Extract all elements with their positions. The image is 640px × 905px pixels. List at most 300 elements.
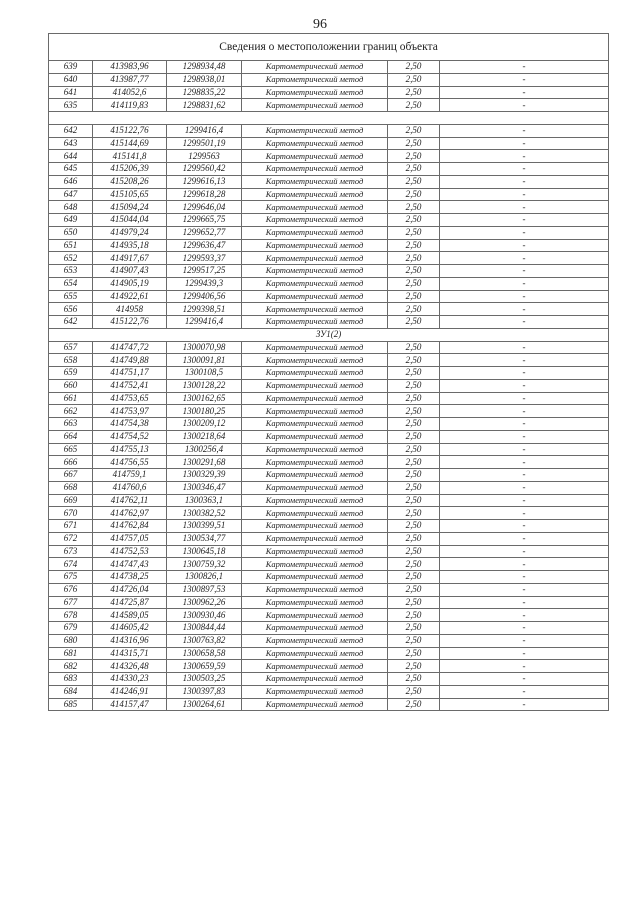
description-cell: - <box>440 354 609 367</box>
description-cell: - <box>440 634 609 647</box>
coord-y-cell: 1299636,47 <box>167 239 242 252</box>
point-number-cell: 646 <box>49 175 93 188</box>
coord-y-cell: 1300659,59 <box>167 660 242 673</box>
table-row <box>49 481 609 494</box>
coord-x-cell: 414755,13 <box>93 443 167 456</box>
accuracy-cell: 2,50 <box>388 673 440 686</box>
coord-x-cell: 413987,77 <box>93 73 167 86</box>
point-number-cell: 667 <box>49 469 93 482</box>
coord-x-cell: 414726,04 <box>93 583 167 596</box>
coord-y-cell: 1300844,44 <box>167 622 242 635</box>
description-cell: - <box>440 239 609 252</box>
boundary-coordinates-table <box>48 33 609 711</box>
method-cell: Картометрический метод <box>242 61 388 74</box>
coord-y-cell: 1300658,58 <box>167 647 242 660</box>
accuracy-cell: 2,50 <box>388 354 440 367</box>
coord-y-cell: 1299616,13 <box>167 175 242 188</box>
point-number-cell: 635 <box>49 99 93 112</box>
accuracy-cell: 2,50 <box>388 124 440 137</box>
coord-y-cell: 1299416,4 <box>167 316 242 329</box>
coord-x-cell: 414754,52 <box>93 430 167 443</box>
coord-x-cell: 414315,71 <box>93 647 167 660</box>
accuracy-cell: 2,50 <box>388 265 440 278</box>
coord-x-cell: 414753,65 <box>93 392 167 405</box>
point-number-cell: 662 <box>49 405 93 418</box>
table-row <box>49 188 609 201</box>
point-number-cell: 685 <box>49 698 93 711</box>
description-cell: - <box>440 596 609 609</box>
separator-cell <box>49 112 609 125</box>
coord-y-cell: 1300209,12 <box>167 418 242 431</box>
coord-x-cell: 414759,1 <box>93 469 167 482</box>
coord-y-cell: 1299406,56 <box>167 290 242 303</box>
coord-y-cell: 1298835,22 <box>167 86 242 99</box>
method-cell: Картометрический метод <box>242 341 388 354</box>
method-cell: Картометрический метод <box>242 583 388 596</box>
coord-y-cell: 1300363,1 <box>167 494 242 507</box>
coord-y-cell: 1299563 <box>167 150 242 163</box>
description-cell: - <box>440 214 609 227</box>
method-cell: Картометрический метод <box>242 456 388 469</box>
accuracy-cell: 2,50 <box>388 188 440 201</box>
method-cell: Картометрический метод <box>242 73 388 86</box>
method-cell: Картометрический метод <box>242 685 388 698</box>
method-cell: Картометрический метод <box>242 545 388 558</box>
point-number-cell: 671 <box>49 520 93 533</box>
description-cell: - <box>440 226 609 239</box>
coord-y-cell: 1300108,5 <box>167 367 242 380</box>
coord-x-cell: 414979,24 <box>93 226 167 239</box>
separator-row <box>49 112 609 125</box>
method-cell: Картометрический метод <box>242 290 388 303</box>
point-number-cell: 668 <box>49 481 93 494</box>
point-number-cell: 669 <box>49 494 93 507</box>
point-number-cell: 643 <box>49 137 93 150</box>
coord-x-cell: 415044,04 <box>93 214 167 227</box>
table-row <box>49 86 609 99</box>
method-cell: Картометрический метод <box>242 214 388 227</box>
method-cell: Картометрический метод <box>242 303 388 316</box>
table-row <box>49 137 609 150</box>
coord-y-cell: 1299652,77 <box>167 226 242 239</box>
method-cell: Картометрический метод <box>242 405 388 418</box>
accuracy-cell: 2,50 <box>388 201 440 214</box>
coord-x-cell: 414752,41 <box>93 379 167 392</box>
method-cell: Картометрический метод <box>242 239 388 252</box>
accuracy-cell: 2,50 <box>388 341 440 354</box>
table-row <box>49 558 609 571</box>
table-row <box>49 277 609 290</box>
description-cell: - <box>440 698 609 711</box>
table-row <box>49 673 609 686</box>
coord-x-cell: 415141,8 <box>93 150 167 163</box>
table-row <box>49 61 609 74</box>
table-row <box>49 405 609 418</box>
coord-x-cell: 415144,69 <box>93 137 167 150</box>
table-row <box>49 647 609 660</box>
method-cell: Картометрический метод <box>242 698 388 711</box>
coord-x-cell: 414246,91 <box>93 685 167 698</box>
coord-y-cell: 1300291,68 <box>167 456 242 469</box>
accuracy-cell: 2,50 <box>388 685 440 698</box>
point-number-cell: 673 <box>49 545 93 558</box>
method-cell: Картометрический метод <box>242 494 388 507</box>
point-number-cell: 679 <box>49 622 93 635</box>
accuracy-cell: 2,50 <box>388 150 440 163</box>
coord-y-cell: 1300218,64 <box>167 430 242 443</box>
accuracy-cell: 2,50 <box>388 405 440 418</box>
table-row <box>49 443 609 456</box>
point-number-cell: 653 <box>49 265 93 278</box>
table-row <box>49 545 609 558</box>
coord-y-cell: 1298831,62 <box>167 99 242 112</box>
method-cell: Картометрический метод <box>242 430 388 443</box>
point-number-cell: 642 <box>49 124 93 137</box>
accuracy-cell: 2,50 <box>388 226 440 239</box>
accuracy-cell: 2,50 <box>388 469 440 482</box>
point-number-cell: 644 <box>49 150 93 163</box>
coord-x-cell: 414762,11 <box>93 494 167 507</box>
coord-y-cell: 1300759,32 <box>167 558 242 571</box>
method-cell: Картометрический метод <box>242 99 388 112</box>
coord-y-cell: 1300256,4 <box>167 443 242 456</box>
coord-x-cell: 414907,43 <box>93 265 167 278</box>
coord-x-cell: 414326,48 <box>93 660 167 673</box>
coord-x-cell: 414762,97 <box>93 507 167 520</box>
method-cell: Картометрический метод <box>242 596 388 609</box>
section-header-row <box>49 328 609 341</box>
table-row <box>49 609 609 622</box>
table-row <box>49 596 609 609</box>
table-row <box>49 73 609 86</box>
point-number-cell: 666 <box>49 456 93 469</box>
coord-x-cell: 414605,42 <box>93 622 167 635</box>
point-number-cell: 647 <box>49 188 93 201</box>
coord-x-cell: 414958 <box>93 303 167 316</box>
description-cell: - <box>440 469 609 482</box>
coord-y-cell: 1299517,25 <box>167 265 242 278</box>
method-cell: Картометрический метод <box>242 265 388 278</box>
description-cell: - <box>440 150 609 163</box>
description-cell: - <box>440 367 609 380</box>
coord-x-cell: 414917,67 <box>93 252 167 265</box>
accuracy-cell: 2,50 <box>388 558 440 571</box>
description-cell: - <box>440 571 609 584</box>
accuracy-cell: 2,50 <box>388 61 440 74</box>
method-cell: Картометрический метод <box>242 673 388 686</box>
description-cell: - <box>440 685 609 698</box>
description-cell: - <box>440 520 609 533</box>
coord-x-cell: 414905,19 <box>93 277 167 290</box>
point-number-cell: 670 <box>49 507 93 520</box>
point-number-cell: 640 <box>49 73 93 86</box>
table-row <box>49 622 609 635</box>
point-number-cell: 651 <box>49 239 93 252</box>
table-row <box>49 392 609 405</box>
accuracy-cell: 2,50 <box>388 214 440 227</box>
point-number-cell: 648 <box>49 201 93 214</box>
description-cell: - <box>440 418 609 431</box>
coord-x-cell: 415206,39 <box>93 163 167 176</box>
coord-x-cell: 415122,76 <box>93 124 167 137</box>
coord-x-cell: 414757,05 <box>93 532 167 545</box>
accuracy-cell: 2,50 <box>388 545 440 558</box>
coord-y-cell: 1300503,25 <box>167 673 242 686</box>
description-cell: - <box>440 392 609 405</box>
table-row <box>49 99 609 112</box>
method-cell: Картометрический метод <box>242 634 388 647</box>
accuracy-cell: 2,50 <box>388 239 440 252</box>
description-cell: - <box>440 316 609 329</box>
description-cell: - <box>440 290 609 303</box>
table-row <box>49 532 609 545</box>
description-cell: - <box>440 456 609 469</box>
method-cell: Картометрический метод <box>242 481 388 494</box>
description-cell: - <box>440 660 609 673</box>
point-number-cell: 684 <box>49 685 93 698</box>
method-cell: Картометрический метод <box>242 226 388 239</box>
point-number-cell: 672 <box>49 532 93 545</box>
description-cell: - <box>440 303 609 316</box>
coord-y-cell: 1299593,37 <box>167 252 242 265</box>
point-number-cell: 676 <box>49 583 93 596</box>
method-cell: Картометрический метод <box>242 277 388 290</box>
point-number-cell: 639 <box>49 61 93 74</box>
table-row <box>49 316 609 329</box>
point-number-cell: 677 <box>49 596 93 609</box>
point-number-cell: 663 <box>49 418 93 431</box>
table-row <box>49 456 609 469</box>
accuracy-cell: 2,50 <box>388 316 440 329</box>
coord-y-cell: 1300070,98 <box>167 341 242 354</box>
method-cell: Картометрический метод <box>242 150 388 163</box>
coord-x-cell: 414052,6 <box>93 86 167 99</box>
method-cell: Картометрический метод <box>242 201 388 214</box>
description-cell: - <box>440 379 609 392</box>
coord-y-cell: 1300399,51 <box>167 520 242 533</box>
point-number-cell: 660 <box>49 379 93 392</box>
coord-x-cell: 414751,17 <box>93 367 167 380</box>
description-cell: - <box>440 622 609 635</box>
table-row <box>49 214 609 227</box>
point-number-cell: 678 <box>49 609 93 622</box>
coord-x-cell: 414752,53 <box>93 545 167 558</box>
accuracy-cell: 2,50 <box>388 698 440 711</box>
description-cell: - <box>440 443 609 456</box>
table-row <box>49 507 609 520</box>
table-row <box>49 341 609 354</box>
table-row <box>49 571 609 584</box>
point-number-cell: 658 <box>49 354 93 367</box>
coord-x-cell: 414589,05 <box>93 609 167 622</box>
description-cell: - <box>440 265 609 278</box>
point-number-cell: 675 <box>49 571 93 584</box>
coord-x-cell: 414935,18 <box>93 239 167 252</box>
description-cell: - <box>440 163 609 176</box>
coord-y-cell: 1299398,51 <box>167 303 242 316</box>
coord-y-cell: 1299665,75 <box>167 214 242 227</box>
method-cell: Картометрический метод <box>242 507 388 520</box>
point-number-cell: 682 <box>49 660 93 673</box>
coord-y-cell: 1298934,48 <box>167 61 242 74</box>
coord-y-cell: 1299618,28 <box>167 188 242 201</box>
coord-x-cell: 413983,96 <box>93 61 167 74</box>
description-cell: - <box>440 609 609 622</box>
table-row <box>49 290 609 303</box>
point-number-cell: 664 <box>49 430 93 443</box>
method-cell: Картометрический метод <box>242 392 388 405</box>
accuracy-cell: 2,50 <box>388 507 440 520</box>
coord-y-cell: 1300930,46 <box>167 609 242 622</box>
table-row <box>49 303 609 316</box>
method-cell: Картометрический метод <box>242 660 388 673</box>
point-number-cell: 654 <box>49 277 93 290</box>
description-cell: - <box>440 430 609 443</box>
accuracy-cell: 2,50 <box>388 520 440 533</box>
accuracy-cell: 2,50 <box>388 596 440 609</box>
accuracy-cell: 2,50 <box>388 303 440 316</box>
table-title: Сведения о местоположении границ объекта <box>49 34 609 61</box>
coord-x-cell: 415094,24 <box>93 201 167 214</box>
method-cell: Картометрический метод <box>242 163 388 176</box>
table-row <box>49 252 609 265</box>
description-cell: - <box>440 507 609 520</box>
method-cell: Картометрический метод <box>242 558 388 571</box>
table-row <box>49 354 609 367</box>
accuracy-cell: 2,50 <box>388 367 440 380</box>
coord-y-cell: 1299416,4 <box>167 124 242 137</box>
coord-y-cell: 1300397,83 <box>167 685 242 698</box>
coord-x-cell: 414725,87 <box>93 596 167 609</box>
coord-x-cell: 414747,43 <box>93 558 167 571</box>
accuracy-cell: 2,50 <box>388 290 440 303</box>
method-cell: Картометрический метод <box>242 379 388 392</box>
table-row <box>49 175 609 188</box>
method-cell: Картометрический метод <box>242 175 388 188</box>
table-row <box>49 265 609 278</box>
table-row <box>49 418 609 431</box>
table-body <box>49 34 609 711</box>
table-row <box>49 226 609 239</box>
point-number-cell: 661 <box>49 392 93 405</box>
method-cell: Картометрический метод <box>242 520 388 533</box>
description-cell: - <box>440 124 609 137</box>
method-cell: Картометрический метод <box>242 252 388 265</box>
coord-y-cell: 1300962,26 <box>167 596 242 609</box>
description-cell: - <box>440 545 609 558</box>
coord-x-cell: 415208,26 <box>93 175 167 188</box>
coord-x-cell: 414756,55 <box>93 456 167 469</box>
method-cell: Картометрический метод <box>242 137 388 150</box>
point-number-cell: 674 <box>49 558 93 571</box>
table-row <box>49 698 609 711</box>
coord-y-cell: 1300162,65 <box>167 392 242 405</box>
table-row <box>49 367 609 380</box>
coord-y-cell: 1300763,82 <box>167 634 242 647</box>
description-cell: - <box>440 86 609 99</box>
point-number-cell: 641 <box>49 86 93 99</box>
coord-y-cell: 1300329,39 <box>167 469 242 482</box>
description-cell: - <box>440 201 609 214</box>
point-number-cell: 681 <box>49 647 93 660</box>
point-number-cell: 659 <box>49 367 93 380</box>
boundary-coordinates-sheet <box>48 33 608 711</box>
description-cell: - <box>440 73 609 86</box>
point-number-cell: 652 <box>49 252 93 265</box>
description-cell: - <box>440 558 609 571</box>
accuracy-cell: 2,50 <box>388 481 440 494</box>
method-cell: Картометрический метод <box>242 647 388 660</box>
coord-x-cell: 414760,6 <box>93 481 167 494</box>
coord-y-cell: 1300346,47 <box>167 481 242 494</box>
coord-x-cell: 414316,96 <box>93 634 167 647</box>
coord-y-cell: 1300091,81 <box>167 354 242 367</box>
method-cell: Картометрический метод <box>242 124 388 137</box>
table-row <box>49 685 609 698</box>
accuracy-cell: 2,50 <box>388 583 440 596</box>
coord-y-cell: 1300382,52 <box>167 507 242 520</box>
point-number-cell: 645 <box>49 163 93 176</box>
accuracy-cell: 2,50 <box>388 494 440 507</box>
table-row <box>49 660 609 673</box>
point-number-cell: 642 <box>49 316 93 329</box>
point-number-cell: 655 <box>49 290 93 303</box>
method-cell: Картометрический метод <box>242 354 388 367</box>
coord-y-cell: 1299439,3 <box>167 277 242 290</box>
accuracy-cell: 2,50 <box>388 137 440 150</box>
method-cell: Картометрический метод <box>242 622 388 635</box>
description-cell: - <box>440 647 609 660</box>
accuracy-cell: 2,50 <box>388 277 440 290</box>
coord-x-cell: 414753,97 <box>93 405 167 418</box>
coord-y-cell: 1300826,1 <box>167 571 242 584</box>
accuracy-cell: 2,50 <box>388 647 440 660</box>
method-cell: Картометрический метод <box>242 469 388 482</box>
description-cell: - <box>440 532 609 545</box>
point-number-cell: 650 <box>49 226 93 239</box>
accuracy-cell: 2,50 <box>388 609 440 622</box>
description-cell: - <box>440 405 609 418</box>
table-row <box>49 124 609 137</box>
coord-x-cell: 414330,23 <box>93 673 167 686</box>
accuracy-cell: 2,50 <box>388 571 440 584</box>
coord-y-cell: 1299560,42 <box>167 163 242 176</box>
coord-y-cell: 1299646,04 <box>167 201 242 214</box>
description-cell: - <box>440 175 609 188</box>
description-cell: - <box>440 673 609 686</box>
coord-y-cell: 1298938,01 <box>167 73 242 86</box>
table-row <box>49 163 609 176</box>
coord-x-cell: 414119,83 <box>93 99 167 112</box>
table-row <box>49 634 609 647</box>
accuracy-cell: 2,50 <box>388 86 440 99</box>
page-number: 96 <box>313 17 327 32</box>
coord-x-cell: 414749,88 <box>93 354 167 367</box>
coord-y-cell: 1300897,53 <box>167 583 242 596</box>
coord-x-cell: 414747,72 <box>93 341 167 354</box>
description-cell: - <box>440 481 609 494</box>
accuracy-cell: 2,50 <box>388 660 440 673</box>
coord-x-cell: 414738,25 <box>93 571 167 584</box>
accuracy-cell: 2,50 <box>388 456 440 469</box>
description-cell: - <box>440 61 609 74</box>
coord-y-cell: 1300264,61 <box>167 698 242 711</box>
table-row <box>49 494 609 507</box>
table-row <box>49 520 609 533</box>
accuracy-cell: 2,50 <box>388 99 440 112</box>
description-cell: - <box>440 252 609 265</box>
point-number-cell: 657 <box>49 341 93 354</box>
